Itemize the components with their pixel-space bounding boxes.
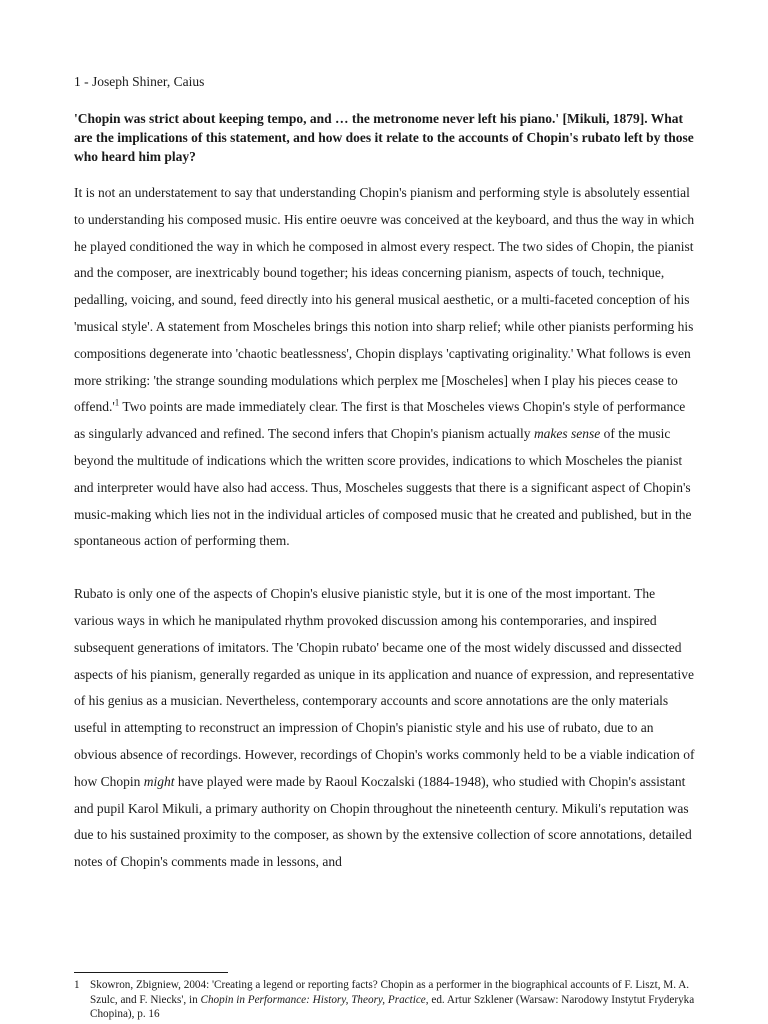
footnote-text-a: Skowron, Zbigniew, 2004: 'Creating a legend or reporting facts? Chopin as a performer in the biographical accounts of F. Liszt, M. A. Szulc, and F. Niecks', in (90, 979, 690, 1006)
paragraph-1-text-c: of the music beyond the multitude of indications which the written score provides, indications to which Moscheles the pianist and interpreter would have also had access. Thus, Moscheles suggests that there is a significant aspect of Chopin's music-making which lies not in the individual articles of composed music that he created and published, but in the spontaneous action of performing them. (74, 426, 692, 549)
paragraph-2-emphasis: might (143, 773, 175, 789)
paragraph-1-text-a: It is not an understatement to say that understanding Chopin's pianism and performing style is absolutely essential to understanding his composed music. His entire oeuvre was conceived at the keyboard, and thus the way in which he played conditioned the way in which he composed in almost every respect. The two sides of Chopin, the pianist and the composer, are inextricably bound together; his ideas concerning pianism, aspects of touch, technique, pedalling, voicing, and sound, feed directly into his general musical aesthetic, or a multi-faceted conception of his 'musical style'. A statement from Moscheles brings this notion into sharp relief; while other pianists performing his compositions degenerate into 'chaotic beatlessness', Chopin displays 'captivating originality.' What follows is even more striking: 'the strange sounding modulations which perplex me [Moscheles] when I play his pieces cease to offend.' (74, 185, 695, 415)
paragraph-1-text-b: Two points are made immediately clear. The first is that Moscheles views Chopin's style of performance as singularly advanced and refined. The second infers that Chopin's pianism actually (74, 399, 686, 442)
paragraph-2-text-a: Rubato is only one of the aspects of Chopin's elusive pianistic style, but it is one of the most important. The various ways in which he manipulated rhythm provoked discussion among his contemporaries, and inspired subsequent generations of imitators. The 'Chopin rubato' became one of the most widely discussed and dissected aspects of his pianism, generally regarded as unique in its application and nuance of expression, and representative of his genius as a musician. Nevertheless, contemporary accounts and score annotations are the only materials useful in attempting to reconstruct an impression of Chopin's pianistic style and his use of rubato, due to an obvious absence of recordings. However, recordings of Chopin's works commonly held to be a viable indication of how Chopin (74, 586, 695, 789)
footnote-number: 1 (74, 979, 80, 991)
footnote-reference[interactable]: 1 (114, 397, 120, 408)
footnote-separator (74, 972, 228, 973)
essay-question: 'Chopin was strict about keeping tempo, and … the metronome never left his piano.' [Mikuli, 1879]. What are the implications of this statement, and how does it relate to the accounts of Chopin's rubato left by those who heard him play? (74, 111, 694, 164)
footnote-text (90, 978, 704, 1022)
body-paragraph-1 (74, 180, 696, 555)
footnote (74, 978, 704, 1022)
paragraph-2-text-b: have played were made by Raoul Koczalski (1884-1948), who studied with Chopin's assistant and pupil Karol Mikuli, a primary authority on Chopin throughout the nineteenth century. Mikuli's reputation was due to his sustained proximity to the composer, as shown by the extensive collection of score annotations, detailed notes of Chopin's comments made in lessons, and (74, 773, 692, 870)
footnote-book-title: Chopin in Performance: History, Theory, Practice (200, 993, 426, 1006)
body-paragraph-2 (74, 581, 696, 876)
footnote-text-b: , ed. Artur Szklener (Warsaw: Narodowy Instytut Fryderyka Chopina), p. 16 (90, 993, 695, 1020)
document-page (74, 72, 696, 876)
paragraph-1-emphasis: makes sense (533, 426, 601, 442)
document-heading: 1 - Joseph Shiner, Caius (74, 74, 205, 89)
